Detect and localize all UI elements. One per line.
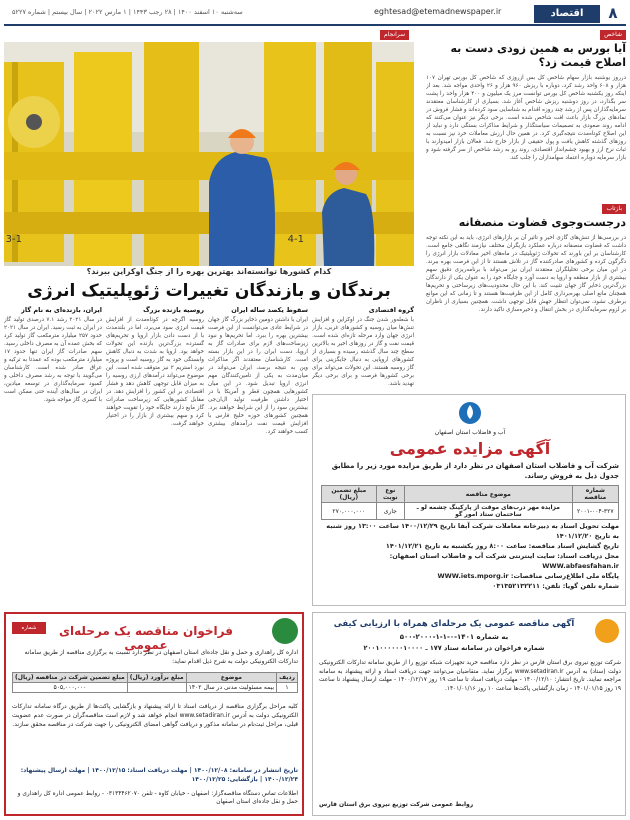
water-line-1: مهلت تحویل اسناد به دبیرخانه معاملات شرکت آبفا تاریخ ۱۴۰۰/۱۲/۲۹ ساعت ۱۳:۰۰ روز شنبه به تاریخ ۱۴۰۱/۱۲/۲۰ <box>326 522 619 540</box>
water-cell-guarantee: ۲۷۰,۰۰۰,۰۰۰ <box>322 503 377 520</box>
tender-cell-subject: بیمه مسئولیت مدنی در سال ۱۴۰۲ <box>186 683 276 693</box>
water-ad-table <box>321 485 619 520</box>
table-row <box>322 503 619 520</box>
justice-title: درجست‌وجوی قضاوت منصفانه <box>458 216 626 229</box>
justice-article <box>426 216 626 390</box>
tender-intro: اداره کل راهداری و حمل و نقل جاده‌ای استان اصفهان در نظر دارد نسبت به برگزاری مناقصه از طریق سامانه تدارکات الکترونیکی دولت به شرح ذیل اقدام نماید: <box>24 649 298 665</box>
tender-dates: تاریخ انتشار در سامانه: ۱۴۰۰/۱۲/۰۸ | مهلت دریافت اسناد: ۱۴۰۰/۱۲/۱۵ | مهلت ارسال پیشنهاد: ۱۴۰۰/۱۲/۲۴ | بازگشایی: ۱۴۰۰/۱۲/۲۵ <box>20 767 298 783</box>
main-col-2-text: ایران با داشتن دومین ذخایر بزرگ گاز جهان در شرایط عادی می‌توانست از این فرصت بیشترین بهره را ببرد. اما تحریم‌ها و نبود زیرساخت‌های لازم برای صادرات گاز به اروپا، دست ایران را در این بازار بسته است. کارشناسان معتقدند اگر مذاکرات وین به نتیجه برسد، ایران می‌تواند در میان‌مدت به یکی از تامین‌کنندگان مهم انرژی اروپا تبدیل شود. در این میان کشورهایی همچون قطر و آمریکا با در اختیار داشتن ظرفیت تولید ال‌ان‌جی بیشترین سود را از این شرایط خواهند برد. همچنین کشورهای حوزه خلیج فارس با افزایش قیمت نفت درآمدهای بیشتری کسب خواهند کرد. <box>208 317 308 435</box>
justice-body: در بررسی‌ها از تنش‌های گازی اخیر و تاثیر آن بر بازارهای انرژی، باید به این نکته توجه داشت که قضاوت منصفانه درباره عملکرد بازیگران مختلف نیازمند نگاهی جامع است. کارشناسان بر این باورند که تحولات ژئوپلیتیک در ماه‌های اخیر معادلات بازار انرژی را دگرگون کرده و کشورهای صادرکننده گاز در تلاش هستند تا از این فرصت بهره ببرند. در این میان برخی تحلیلگران معتقدند ایران نیز می‌تواند با برنامه‌ریزی دقیق سهم بیشتری از بازار منطقه و اروپا به دست آورد و جایگاه خود را به عنوان یکی از دارندگان بزرگ‌ترین ذخایر گاز جهان تثبیت کند. با این حال محدودیت‌های زیرساختی و تحریم‌ها همچنان مانع اصلی بهره‌برداری کامل از این ظرفیت‌ها هستند و تا زمانی که این موانع برطرف نشود، نمی‌توان انتظار جهش قابل توجهی داشت. همچنین بسیاری از ناظران بر لزوم سرمایه‌گذاری در بخش انتقال و ذخیره‌سازی تاکید دارند. <box>426 235 626 313</box>
power-footer: روابط عمومی شرکت توزیع نیروی برق استان فارس <box>319 801 474 808</box>
gas-facility-image <box>4 42 414 266</box>
svg-text:4-1: 4-1 <box>287 234 304 245</box>
water-line-5: شماره تلفن گویا: تلفن: ۰۳۱۳۵۲۱۳۲۲۱۱ <box>492 582 619 590</box>
tag-final: سرانجام <box>380 30 409 40</box>
water-org-name: آب و فاضلاب استان اصفهان <box>434 429 506 436</box>
svg-text:3-1: 3-1 <box>5 234 22 245</box>
road-emblem-icon <box>272 618 298 644</box>
tender-th-3: مبلغ برآورد (ریال) <box>127 673 186 683</box>
tender-cell-guarantee: ۵۰۵,۰۰۰,۰۰۰ <box>13 683 128 693</box>
tag-reflection: بازتاب <box>602 204 626 214</box>
water-cell-subject: مزایده مهر درب‌های موقت از پارکینگ چشمه لو ـ ساختمان ستاد امور گو <box>405 503 572 520</box>
water-th-2: موضوع مناقصه <box>405 486 572 503</box>
main-col-2 <box>208 306 308 606</box>
section-label: اقتصاد <box>534 5 600 23</box>
power-tender-ad <box>312 612 626 816</box>
table-row <box>13 683 298 693</box>
water-logo <box>443 401 497 429</box>
main-col-3 <box>106 306 204 606</box>
main-col-3-sub: روسیه بازنده بزرگ <box>143 306 204 314</box>
tender-table <box>12 672 298 693</box>
main-col-3-text: روسیه اگرچه در کوتاه‌مدت از افزایش قیمت انرژی سود می‌برد، اما در بلندمدت با از دست دادن بازار اروپا و تحریم‌های گسترده بزرگ‌ترین بازنده این تحولات خواهد بود. اروپا به شدت به دنبال کاهش وابستگی خود به گاز روسیه است و پروژه نورد استریم ۲ نیز متوقف شده است. این موضوع می‌تواند درآمدهای ارزی روسیه را به میزان قابل توجهی کاهش دهد و فشار اقتصادی بر این کشور را افزایش دهد. در مقابل کشورهایی که زیرساخت صادرات گاز مایع دارند جایگاه خود را تقویت خواهند کرد و سهم بیشتری از بازار را در اختیار خواهند گرفت. <box>106 317 204 427</box>
main-col-1-text: با شعله‌ور شدن جنگ در اوکراین و افزایش تنش‌ها میان روسیه و کشورهای غربی، بازار انرژی جهان وارد مرحله تازه‌ای شده است. قیمت نفت و گاز در روزهای اخیر به بالاترین سطح چند سال گذشته رسیده و بسیاری از کشورهای اروپایی به دنبال جایگزینی برای گاز روسیه هستند. این تحولات می‌تواند برای برخی کشورها فرصت و برای برخی دیگر تهدید باشد. <box>312 317 414 387</box>
water-cell-number: ۲۰۰۱-۰۰۴-۳۲۷ <box>572 503 618 520</box>
tender-th-2: موضوع <box>186 673 276 683</box>
water-ad-details <box>321 521 619 591</box>
photo-caption: کدام کشورها توانسته‌اند بهترین بهره را از جنگ اوکراین ببرند؟ <box>86 267 332 276</box>
bourse-body: درروز یوشنبه بازار سهام شاخص کل بس ازروزی که شاخص کل بورس تهران ۱۰۷ هزار و ۶۰۸ واحد رشد کرد، دوباره با ریزش ۹۶۰ هزار و ۲۶ واحدی مواجه شد. بعد از اینکه روز یکشنبه شاخص کل بورس توانست مرز یک میلیون و ۴۰۰ هزار واحد را پشت سر بگذارد، در روز دوشنبه ریزش شاخص آغاز شد. بسیاری از کارشناسان معتقدند سرمایه‌گذاران پس از رشد چند روزه اقدام به شناسایی سود کرده‌اند و فشار فروش در نمادهای بزرگ بازار باعث افت شاخص شده است. برخی دیگر نیز عنوان می‌کنند که ادامه روند صعودی به تصمیمات سیاستگذار و شرایط مذاکرات بستگی دارد و نباید از این اصلاح کوتاه‌مدت نتیجه‌گیری کرد. در همین حال ارزش معاملات خرد نیز نسبت به روزهای گذشته کاهش یافت و پول حقیقی از بازار خارج شد. فعالان بازار امیدوارند با ثبات نرخ ارز و بهبود چشم‌انداز اقتصادی، روند رو به رشد شاخص از سر گرفته شود و بازار سرمایه دوباره اعتماد سهامداران را جلب کند. <box>426 75 626 161</box>
main-col-1 <box>312 306 414 392</box>
road-tender-ad <box>4 612 304 816</box>
main-col-2-sub: سقوط یکصد ساله ایران <box>231 306 308 314</box>
bourse-title: آیا بورس به همین زودی دست به اصلاح قیمت زد؟ <box>450 42 626 69</box>
page-header <box>4 4 626 26</box>
water-th-4: مبلغ تضمین (ریال) <box>322 486 377 503</box>
water-auction-ad <box>312 394 626 606</box>
tender-badge: شماره ۱۴۰۰/۸۹ <box>12 622 46 634</box>
power-line-b: شماره فراخوان در سامانه ستاد ۱۷۷ ـ ۲۰۰۱۰۰۰۰۰۰۱۰۰۰۰ <box>363 644 545 652</box>
tender-title: فراخوان مناقصه یک مرحله‌ای عمومی <box>59 624 233 652</box>
water-line-3[interactable]: محل دریافت اسناد: سایت اینترنتی شرکت آب و فاضلاب استان اصفهان: WWW.abfaesfahan.ir <box>389 552 619 570</box>
power-title: آگهی مناقصه عمومی یک مرحله‌ای همراه با ارزیابی کیفی <box>333 619 575 629</box>
water-drop-icon <box>443 401 497 429</box>
tender-footer: اطلاعات تماس دستگاه مناقصه‌گزار: اصفهان - خیابان کاوه - تلفن ۰۳۱۳۴۴۶۲۰۷۰ - روابط عمومی اداره کل راهداری و حمل و نقل جاده‌ای استان اصفهان <box>17 791 298 805</box>
tender-th-1: ردیف <box>277 673 298 683</box>
main-col-4-sub: ایران، بازنده‌ای به نام گاز <box>21 306 102 314</box>
main-col-4 <box>4 306 102 606</box>
power-line-a: به شماره ۱۴۰۱-۰-۱-۱-۲۰۰۰-۵۰۰ <box>399 633 509 641</box>
water-cell-turn: جاری <box>376 503 405 520</box>
tender-cell-row: ۱ <box>277 683 298 693</box>
water-th-1: شماره مناقصه <box>572 486 618 503</box>
tender-th-4: مبلغ تضمین شرکت در مناقصه (ریال) <box>13 673 128 683</box>
tag-index: شاخص <box>600 30 626 40</box>
bourse-article <box>426 42 626 200</box>
power-body: شرکت توزیع نیروی برق استان فارس در نظر دارد مناقصه خرید تجهیزات شبکه توزیع را از طریق سامانه تدارکات الکترونیکی دولت (ستاد) به آدرس www.setadiran.ir برگزار نماید. متقاضیان می‌توانند جهت دریافت اسناد و ارائه پیشنهاد به سامانه مراجعه نمایند. تاریخ انتشار: ۱۴۰۰/۱۲/۱۰ - مهلت دریافت اسناد تا ساعت ۱۹ روز ۱۴۰۰/۱۲/۱۷ - مهلت ارسال پیشنهاد تا ساعت ۱۹ روز ۱۴۰۱/۰۱/۱۵ - زمان بازگشایی پاکت‌ها ساعت ۱۰ روز ۱۴۰۱/۰۱/۱۶. <box>319 660 621 692</box>
water-ad-intro: شرکت آب و فاضلاب استان اصفهان در نظر دارد از طریق مزایده مورد زیر را مطابق جدول ذیل به فروش رساند. <box>331 462 619 480</box>
water-th-3: نوع نوبت <box>376 486 405 503</box>
main-photo <box>4 42 414 266</box>
section-email[interactable]: eghtesad@etemadnewspaper.ir <box>374 7 502 16</box>
issue-line: سه‌شنبه ۱۰ اسفند ۱۴۰۰ | ۲۸ رجب ۱۴۴۳ | ۱ مارس ۲۰۲۲ | سال بیستم | شماره ۵۲۲۷ <box>12 8 243 16</box>
main-col-4-text: در سال ۲۰۲۱ رشد ۷.۱ درصدی تولید گاز در ایران به ثبت رسید. ایران در سال ۲۰۲۱ حدود ۲۵۷ میلیارد مترمکعب گاز تولید کرد که بخش عمده آن به مصرف داخلی رسید. سهم صادرات گاز ایران تنها حدود ۱۷ میلیارد مترمکعب بوده که عمدتا به ترکیه و عراق صادر شده است. کارشناسان می‌گویند با توجه به رشد مصرف داخلی و کمبود سرمایه‌گذاری در توسعه میادین، ایران در سال‌های آینده حتی ممکن است با کسری گاز مواجه شود. <box>4 317 102 403</box>
page-number: ۸ <box>608 4 618 22</box>
main-kicker: گروه اقتصادی <box>368 306 414 314</box>
power-emblem-icon <box>595 619 619 643</box>
water-line-4[interactable]: پایگاه ملی اطلاع‌رسانی مناقصات: WWW.iets.mporg.ir <box>437 572 619 580</box>
water-ad-title: آگهی مزایده عمومی <box>389 439 551 458</box>
main-headline: برندگان و بازندگان تغییرات ژئوپلیتیک انرژی <box>27 281 391 301</box>
tender-body: کلیه مراحل برگزاری مناقصه از دریافت اسناد تا ارائه پیشنهاد و بازگشایی پاکت‌ها از طریق درگاه سامانه تدارکات الکترونیکی دولت به آدرس www.setadiran.ir انجام خواهد شد و لازم است مناقصه‌گران در صورت عدم عضویت قبلی، مراحل ثبت‌نام در سامانه مذکور و دریافت گواهی امضای الکترونیکی را جهت شرکت در مناقصه محقق سازند. <box>12 703 298 728</box>
tender-cell-estimate <box>127 683 186 693</box>
water-line-2: تاریخ گشایش اسناد مناقصه: ساعت ۸:۰۰ روز یکشنبه به تاریخ ۱۴۰۱/۱۲/۲۱ <box>385 542 619 550</box>
